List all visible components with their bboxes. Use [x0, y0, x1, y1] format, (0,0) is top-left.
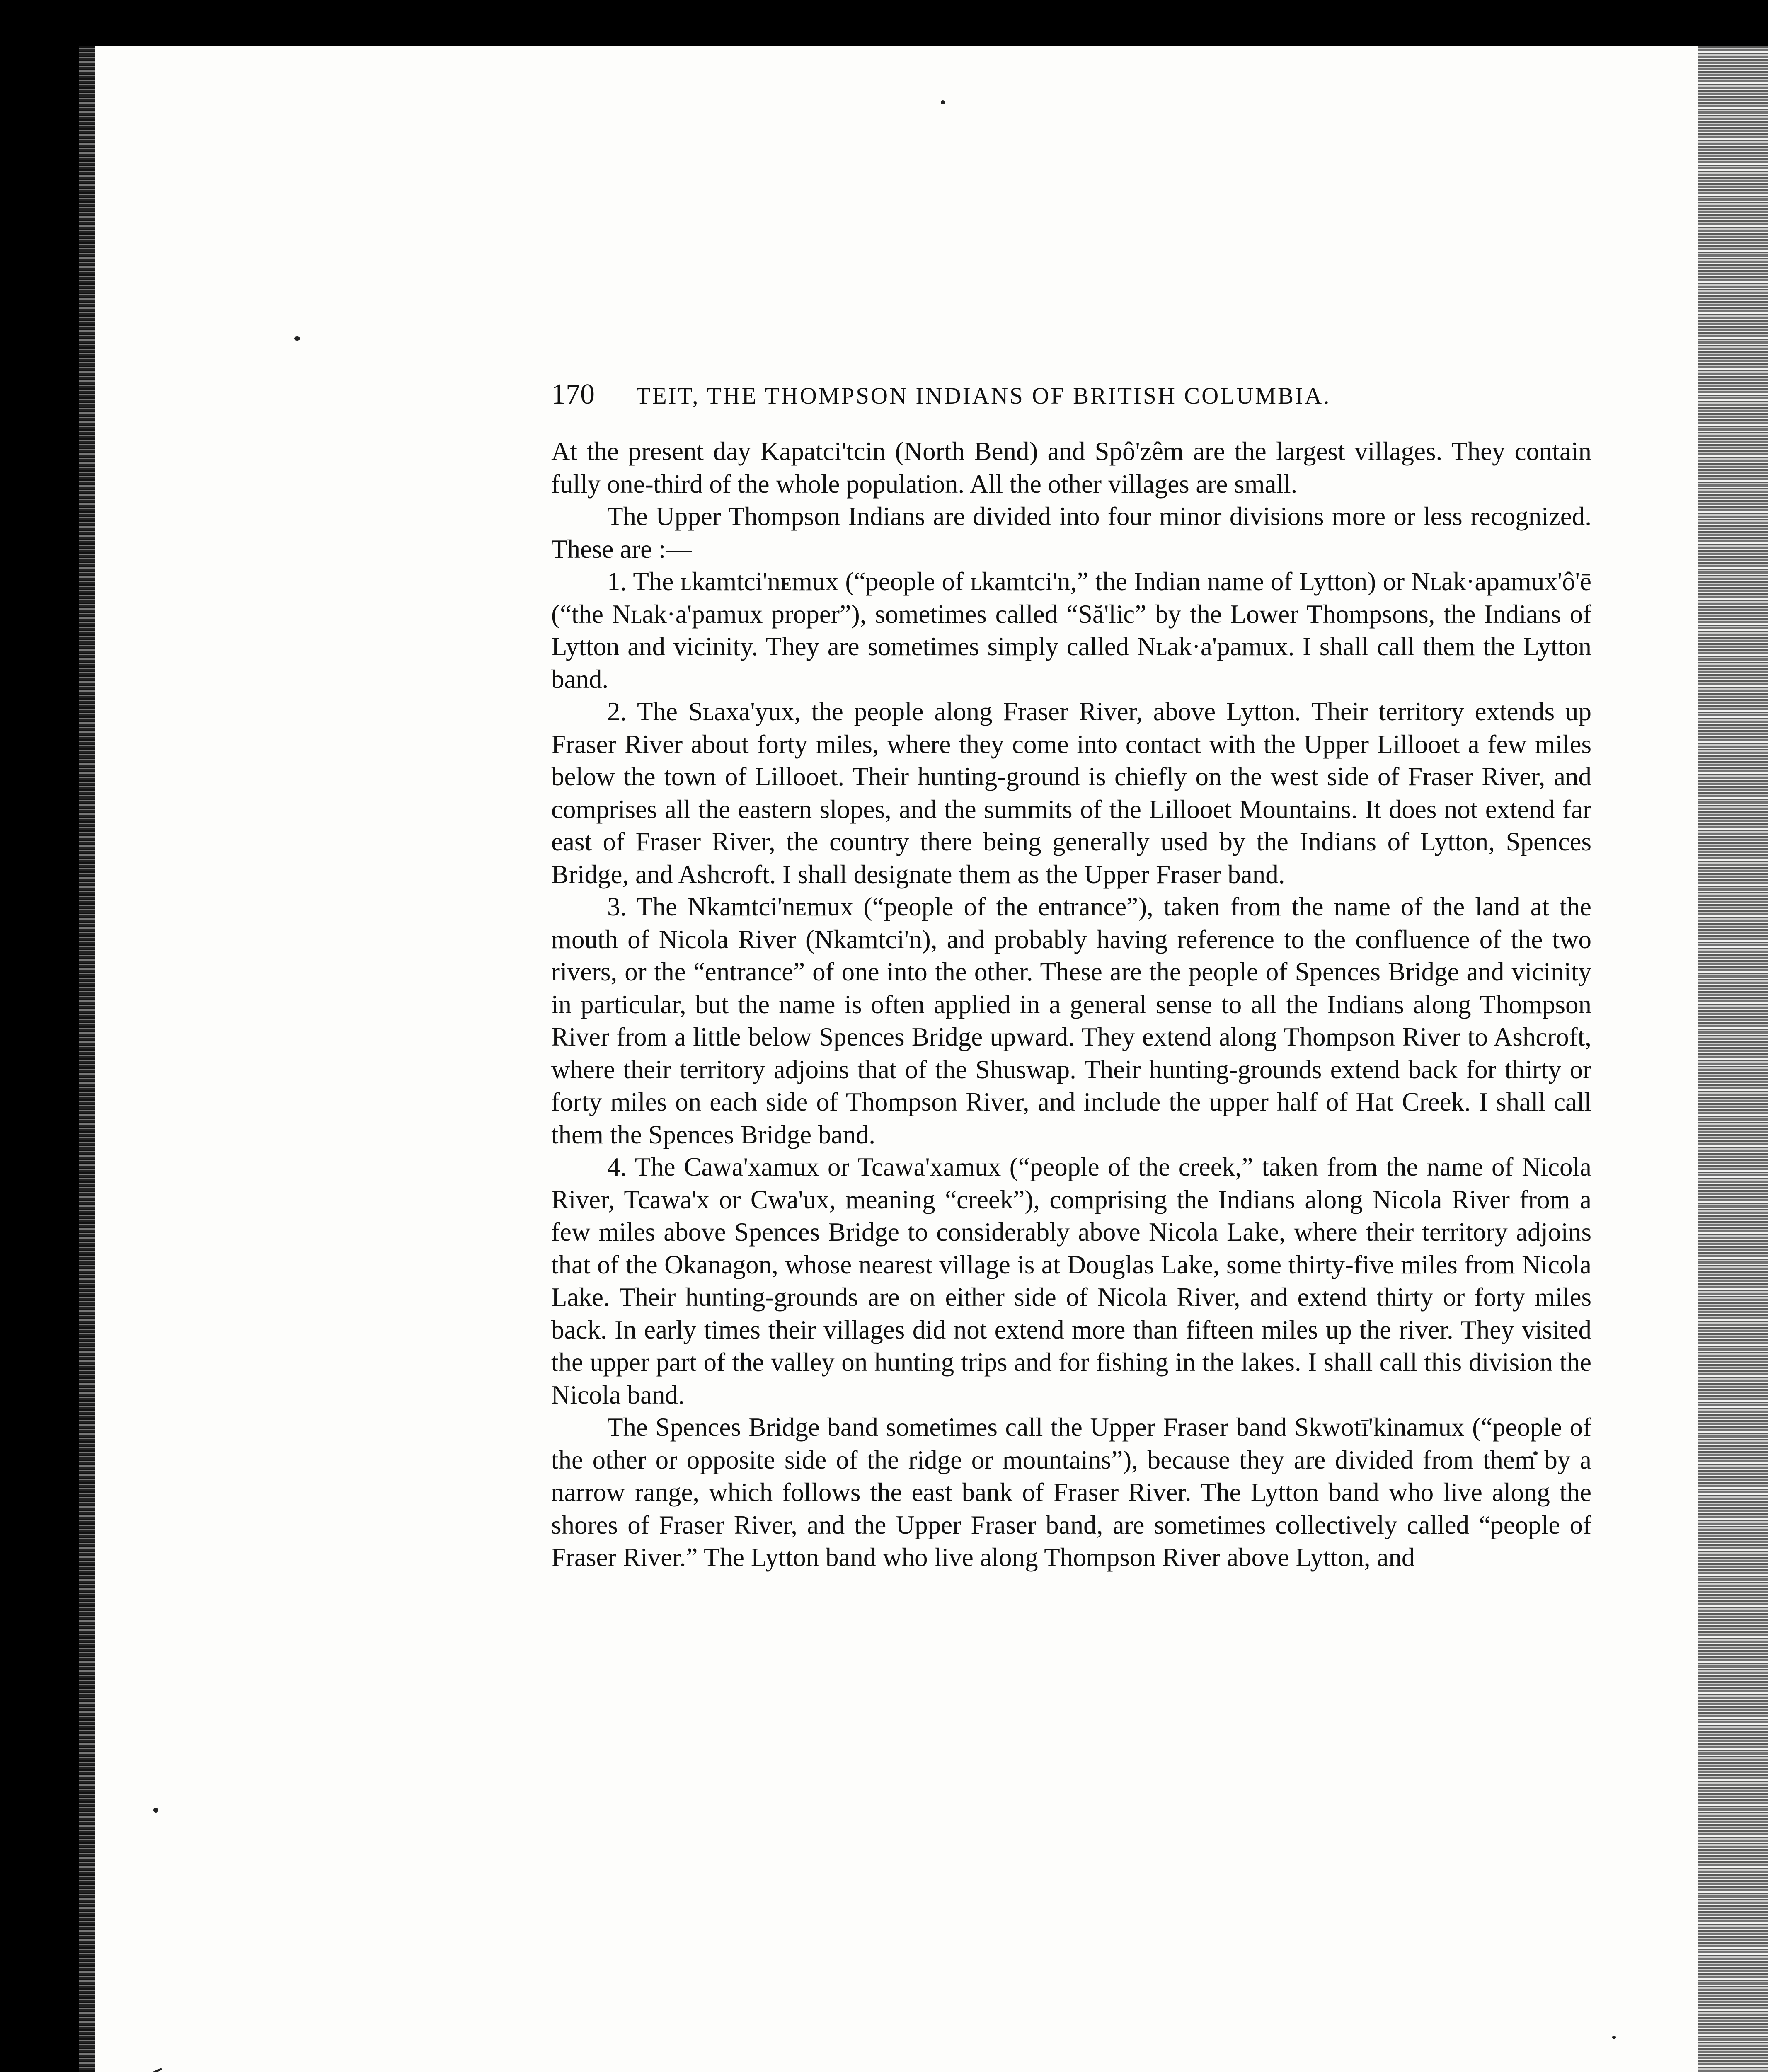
- scan-speck: [941, 100, 945, 104]
- running-head: [551, 378, 1591, 411]
- left-page-edge: [79, 46, 95, 2072]
- scanned-page: [79, 46, 1768, 2072]
- paragraph-divisions-intro: The Upper Thompson Indians are divided into four minor divisions more or less recognized. These are :—: [551, 502, 1591, 564]
- body-text: [551, 435, 1591, 1574]
- right-page-edge: [1698, 46, 1768, 2072]
- paragraph-band-names: The Spences Bridge band sometimes call the Upper Fraser band Skwotī'kinamux (“people of the other or opposite side of the ridge or mountains”), because they are divided from them by a narrow range, which follows the east bank of Fraser River. The Lytton band who live along the shores of Fraser River, and the Upper Fraser band, are sometimes collectively called “people of Fraser River.” The Lytton band who live along Thompson River above Lytton, and: [551, 1413, 1591, 1572]
- running-title: TEIT, THE THOMPSON INDIANS OF BRITISH COLUMBIA.: [636, 383, 1331, 409]
- page-number: 170: [551, 378, 595, 410]
- paragraph-nicola-band: 4. The Cawa'xamux or Tcawa'xamux (“people of the creek,” taken from the name of Nicola River, Tcawa'x or Cwa'ux, meaning “creek”), comprising the Indians along Nicola River from a few miles above Spences Bridge to considerably above Nicola Lake, where their territory adjoins that of the Okanagon, whose nearest village is at Douglas Lake, some thirty-five miles from Nicola Lake. Their hunting-grounds are on either side of Nicola River, and extend thirty or forty miles back. In early times their villages did not extend more than fifteen miles up the river. They visited the upper part of the valley on hunting trips and for fishing in the lakes. I shall call this division the Nicola band.: [551, 1152, 1591, 1409]
- paragraph-spences-bridge-band: 3. The Nkamtci'nᴇmux (“people of the entrance”), taken from the name of the land at the mouth of Nicola River (Nkamtci'n), and probably having reference to the confluence of the two rivers, or the “entrance” of one into the other. These are the people of Spences Bridge and vicinity in particular, but the name is often applied in a general sense to all the Indians along Thompson River from a little below Spences Bridge upward. They extend along Thompson River to Ashcroft, where their territory adjoins that of the Shuswap. Their hunting-grounds extend back for thirty or forty miles on each side of Thompson River, and include the upper half of Hat Creek. I shall call them the Spences Bridge band.: [551, 892, 1591, 1149]
- paragraph-villages: At the present day Kapatci'tcin (North Bend) and Spô'zêm are the largest villages. They contain fully one-third of the whole population. All the other villages are small.: [551, 437, 1591, 499]
- paragraph-upper-fraser-band: 2. The Sʟaxa'yux, the people along Fraser River, above Lytton. Their territory extends up Fraser River about forty miles, where they come into contact with the Upper Lillooet a few miles below the town of Lillooet. Their hunting-ground is chiefly on the west side of Fraser River, and comprises all the eastern slopes, and the summits of the Lillooet Mountains. It does not extend far east of Fraser River, the country there being generally used by the Indians of Lytton, Spences Bridge, and Ashcroft. I shall designate them as the Upper Fraser band.: [551, 697, 1591, 889]
- scan-speck: [153, 1808, 158, 1813]
- paragraph-lytton-band: 1. The ʟkamtci'nᴇmux (“people of ʟkamtci'n,” the Indian name of Lytton) or Nʟak·apamux'ô'ē (“the Nʟak·a'pamux proper”), sometimes called “Să'lic” by the Lower Thompsons, the Indians of Lytton and vicinity. They are sometimes simply called Nʟak·a'pamux. I shall call them the Lytton band.: [551, 567, 1591, 694]
- pencil-mark: [99, 2065, 166, 2072]
- scan-speck: [294, 336, 300, 341]
- scan-speck: [1612, 2036, 1616, 2039]
- text-column: [551, 378, 1591, 1574]
